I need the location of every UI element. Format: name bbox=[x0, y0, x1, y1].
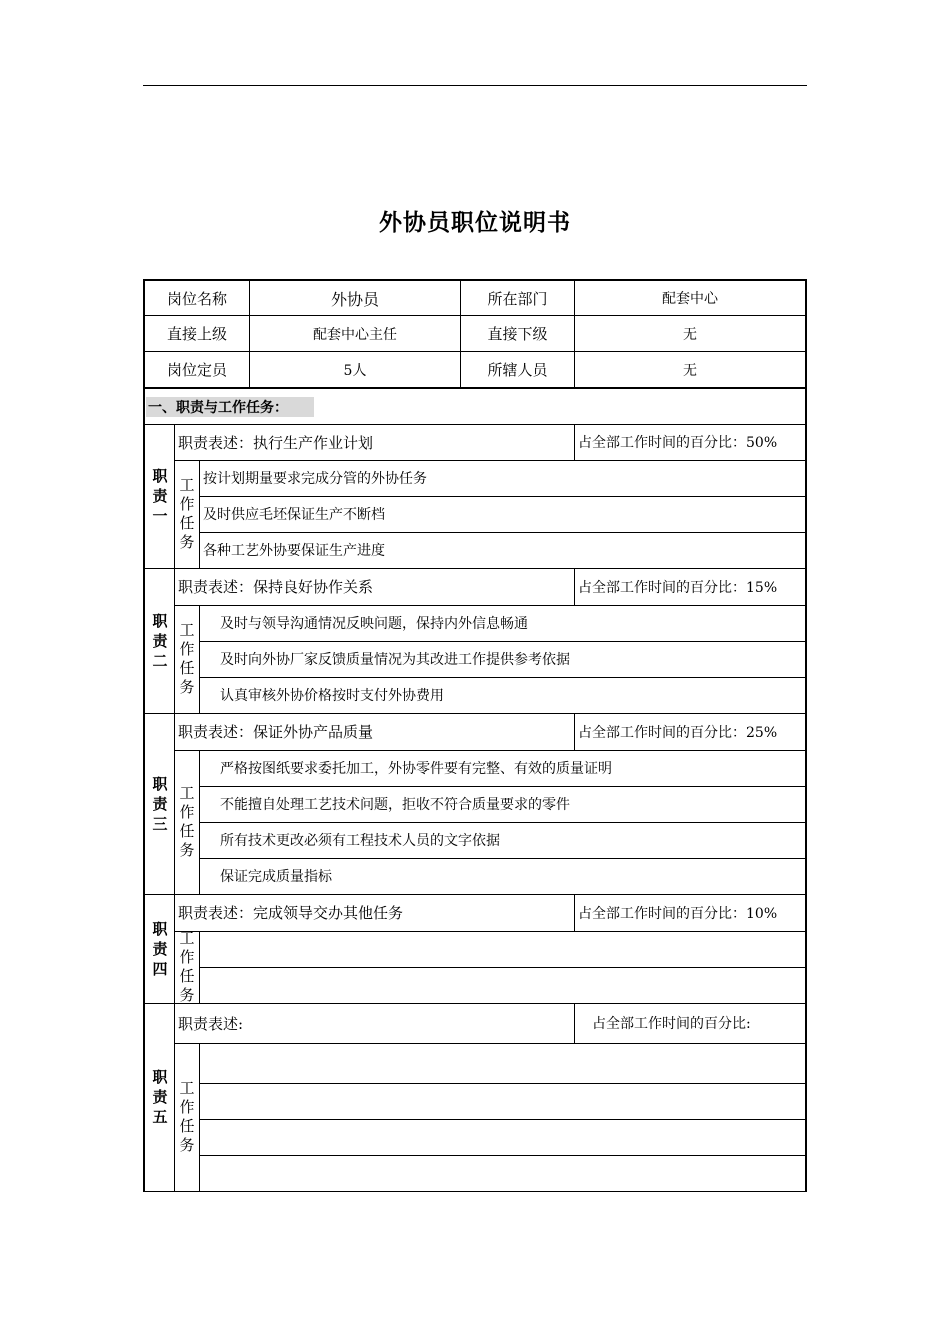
duty-time-percentage: 占全部工作时间的百分比：50% bbox=[578, 435, 778, 451]
task-label: 工 作 任 务 bbox=[179, 621, 195, 696]
table-rule bbox=[574, 713, 575, 750]
task-label: 工 作 任 务 bbox=[179, 929, 195, 1004]
duty-label: 职 责 一 bbox=[152, 467, 168, 525]
table-rule bbox=[143, 1191, 807, 1192]
task-item: 按计划期量要求完成分管的外协任务 bbox=[203, 471, 427, 487]
label-position-name: 岗位名称 bbox=[166, 289, 227, 308]
value-headcount: 5人 bbox=[343, 362, 367, 379]
duty-label: 职 责 四 bbox=[152, 919, 168, 978]
task-item bbox=[220, 1043, 805, 1083]
task-item: 保证完成质量指标 bbox=[220, 869, 332, 885]
duty-description: 职责表述：保持良好协作关系 bbox=[178, 578, 374, 596]
task-item: 不能擅自处理工艺技术问题，拒收不符合质量要求的零件 bbox=[220, 797, 570, 813]
duty-label: 职 责 二 bbox=[152, 611, 168, 670]
table-rule bbox=[199, 605, 200, 713]
label-headcount: 岗位定员 bbox=[166, 361, 227, 379]
label-department: 所在部门 bbox=[487, 289, 548, 308]
task-label: 工 作 任 务 bbox=[179, 476, 195, 551]
table-rule bbox=[199, 1043, 200, 1191]
section-heading-duties: 一、职责与工作任务： bbox=[146, 397, 314, 417]
table-rule bbox=[143, 387, 807, 389]
task-item: 所有技术更改必须有工程技术人员的文字依据 bbox=[220, 833, 500, 849]
duty-label: 职 责 三 bbox=[152, 774, 168, 833]
task-item: 严格按图纸要求委托加工，外协零件要有完整、有效的质量证明 bbox=[220, 761, 612, 777]
task-item bbox=[220, 1083, 805, 1119]
table-rule bbox=[574, 894, 575, 931]
task-label: 工 作 任 务 bbox=[179, 784, 195, 859]
task-item bbox=[220, 1155, 805, 1191]
value-direct-superior: 配套中心主任 bbox=[313, 326, 397, 343]
duty-description: 职责表述：保证外协产品质量 bbox=[178, 723, 374, 741]
duty-description: 职责表述：完成领导交办其他任务 bbox=[178, 904, 404, 922]
task-item: 认真审核外协价格按时支付外协费用 bbox=[220, 688, 444, 704]
label-staff-managed: 所辖人员 bbox=[487, 361, 548, 379]
duty-label: 职 责 五 bbox=[152, 1068, 168, 1126]
header-rule bbox=[143, 85, 807, 86]
value-direct-subordinate: 无 bbox=[683, 326, 697, 343]
task-item: 各种工艺外协要保证生产进度 bbox=[203, 543, 385, 559]
duty-description: 职责表述：执行生产作业计划 bbox=[178, 433, 374, 452]
duty-time-percentage: 占全部工作时间的百分比: bbox=[592, 1016, 751, 1032]
table-rule bbox=[574, 1003, 575, 1043]
duty-time-percentage: 占全部工作时间的百分比：10% bbox=[578, 905, 778, 922]
table-rule bbox=[574, 424, 575, 460]
table-rule bbox=[574, 568, 575, 605]
table-rule bbox=[199, 460, 200, 568]
duty-description: 职责表述: bbox=[178, 1014, 244, 1033]
page-title: 外协员职位说明书 bbox=[379, 210, 571, 236]
task-item: 及时向外协厂家反馈质量情况为其改进工作提供参考依据 bbox=[220, 652, 570, 668]
task-item: 及时与领导沟通情况反映问题，保持内外信息畅通 bbox=[220, 616, 528, 632]
task-label: 工 作 任 务 bbox=[179, 1079, 195, 1154]
value-staff-managed: 无 bbox=[683, 362, 697, 379]
task-item: 及时供应毛坯保证生产不断档 bbox=[203, 507, 385, 523]
task-item bbox=[220, 967, 805, 1003]
value-position-name: 外协员 bbox=[330, 289, 379, 309]
task-item bbox=[220, 931, 805, 967]
duty-time-percentage: 占全部工作时间的百分比：25% bbox=[578, 724, 778, 741]
value-department: 配套中心 bbox=[662, 291, 718, 307]
label-direct-subordinate: 直接下级 bbox=[487, 325, 548, 343]
duty-time-percentage: 占全部工作时间的百分比：15% bbox=[578, 579, 778, 596]
task-item bbox=[220, 1119, 805, 1155]
label-direct-superior: 直接上级 bbox=[166, 325, 227, 343]
